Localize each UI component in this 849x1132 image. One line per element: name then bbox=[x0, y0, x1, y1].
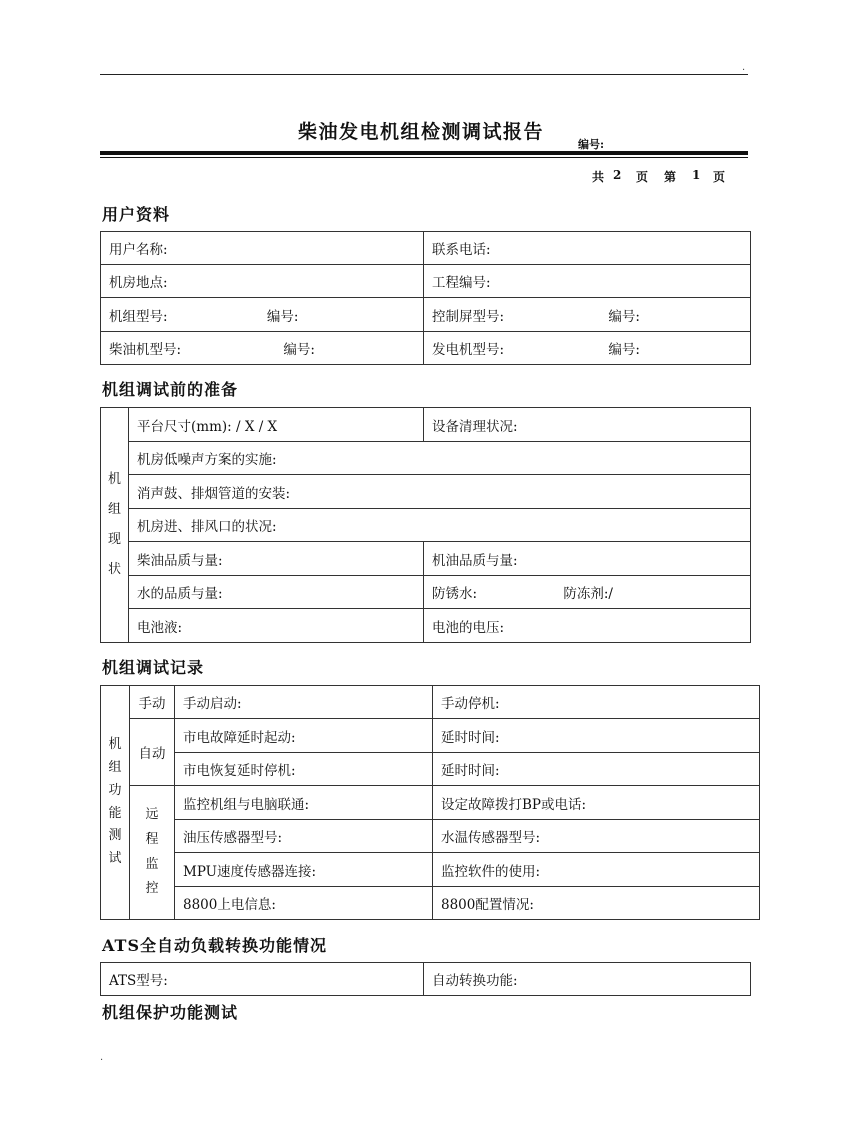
mains-fail-field[interactable]: 市电故障延时起动: bbox=[175, 719, 433, 753]
mpu-field[interactable]: MPU速度传感器连接: bbox=[175, 853, 433, 887]
water-field[interactable]: 水的品质与量: bbox=[129, 576, 424, 609]
genset-model-label: 机组型号: bbox=[109, 308, 168, 325]
ats-table bbox=[100, 962, 751, 996]
remote-mode-label: 远程监控 bbox=[145, 807, 159, 897]
manual-mode-cell: 手动 bbox=[130, 686, 175, 719]
title-rule-thick bbox=[100, 151, 748, 155]
engine-model-label: 柴油机型号: bbox=[109, 342, 182, 358]
current-page: 1 bbox=[692, 168, 701, 182]
section-user-info: 用户资料 bbox=[102, 205, 171, 224]
page-unit-2: 页 bbox=[713, 170, 726, 184]
engine-model-cell[interactable] bbox=[101, 332, 424, 365]
page-unit: 页 bbox=[636, 170, 649, 184]
total-label: 共 bbox=[592, 170, 605, 184]
phone-field[interactable]: 联系电话: bbox=[424, 232, 751, 265]
battery-fluid-field[interactable]: 电池液: bbox=[129, 609, 424, 643]
platform-field[interactable]: 平台尺寸(mm): / X / X bbox=[129, 408, 424, 442]
record-side-label: 机组功能测试 bbox=[108, 737, 122, 866]
antirust-label: 防锈水: bbox=[432, 586, 478, 602]
alternator-model-label: 发电机型号: bbox=[432, 342, 505, 358]
manual-stop-field[interactable]: 手动停机: bbox=[433, 686, 760, 719]
section-ats: ATS全自动负载转换功能情况 bbox=[102, 936, 328, 955]
pc-link-field[interactable]: 监控机组与电脑联通: bbox=[175, 786, 433, 820]
auto-mode-cell: 自动 bbox=[130, 719, 175, 786]
page-title: 柴油发电机组检测调试报告 bbox=[298, 121, 545, 143]
title-rule-thin bbox=[100, 157, 748, 158]
genset-model-cell[interactable] bbox=[101, 298, 424, 332]
diesel-field[interactable]: 柴油品质与量: bbox=[129, 542, 424, 576]
alternator-model-cell[interactable] bbox=[424, 332, 751, 365]
project-no-field[interactable]: 工程编号: bbox=[424, 265, 751, 298]
noise-field[interactable]: 机房低噪声方案的实施: bbox=[129, 442, 751, 475]
oil-sensor-field[interactable]: 油压传感器型号: bbox=[175, 820, 433, 853]
delay-time-field-1[interactable]: 延时时间: bbox=[433, 719, 760, 753]
prep-side-label-cell bbox=[101, 408, 129, 643]
vents-field[interactable]: 机房进、排风口的状况: bbox=[129, 509, 751, 542]
delay-time-field-2[interactable]: 延时时间: bbox=[433, 753, 760, 786]
ats-model-field[interactable]: ATS型号: bbox=[101, 963, 424, 996]
power-info-field[interactable]: 8800上电信息: bbox=[175, 887, 433, 920]
panel-model-cell[interactable] bbox=[424, 298, 751, 332]
section-record: 机组调试记录 bbox=[102, 658, 205, 677]
prep-table bbox=[100, 407, 751, 643]
ats-function-field[interactable]: 自动转换功能: bbox=[424, 963, 751, 996]
remote-mode-cell bbox=[130, 786, 175, 920]
current-label: 第 bbox=[664, 170, 677, 184]
alternator-no-label: 编号: bbox=[608, 342, 640, 358]
serial-label: 编号: bbox=[578, 138, 605, 151]
corner-dot-top: . bbox=[742, 62, 746, 73]
record-side-label-cell bbox=[101, 686, 130, 920]
panel-model-label: 控制屏型号: bbox=[432, 308, 505, 325]
prep-side-label: 机组现状 bbox=[107, 472, 121, 577]
panel-no-label: 编号: bbox=[608, 308, 640, 325]
oil-field[interactable]: 机油品质与量: bbox=[424, 542, 751, 576]
antirust-cell[interactable] bbox=[424, 576, 751, 609]
total-pages: 2 bbox=[613, 168, 622, 182]
manual-start-field[interactable]: 手动启动: bbox=[175, 686, 433, 719]
corner-dot-bottom: . bbox=[100, 1052, 104, 1063]
engine-no-label: 编号: bbox=[283, 342, 315, 358]
antifreeze-label: 防冻剂:/ bbox=[563, 586, 613, 602]
section-protect: 机组保护功能测试 bbox=[102, 1003, 239, 1022]
water-sensor-field[interactable]: 水温传感器型号: bbox=[433, 820, 760, 853]
room-location-field[interactable]: 机房地点: bbox=[101, 265, 424, 298]
battery-voltage-field[interactable]: 电池的电压: bbox=[424, 609, 751, 643]
record-table bbox=[100, 685, 760, 920]
config-field[interactable]: 8800配置情况: bbox=[433, 887, 760, 920]
header-rule bbox=[100, 74, 748, 75]
user-name-field[interactable]: 用户名称: bbox=[101, 232, 424, 265]
mains-restore-field[interactable]: 市电恢复延时停机: bbox=[175, 753, 433, 786]
software-field[interactable]: 监控软件的使用: bbox=[433, 853, 760, 887]
cleaning-field[interactable]: 设备清理状况: bbox=[424, 408, 751, 442]
user-info-table bbox=[100, 231, 751, 365]
section-prep: 机组调试前的准备 bbox=[102, 380, 239, 399]
genset-no-label: 编号: bbox=[266, 308, 299, 325]
muffler-field[interactable]: 消声鼓、排烟管道的安装: bbox=[129, 475, 751, 509]
fault-call-field[interactable]: 设定故障拨打BP或电话: bbox=[433, 786, 760, 820]
